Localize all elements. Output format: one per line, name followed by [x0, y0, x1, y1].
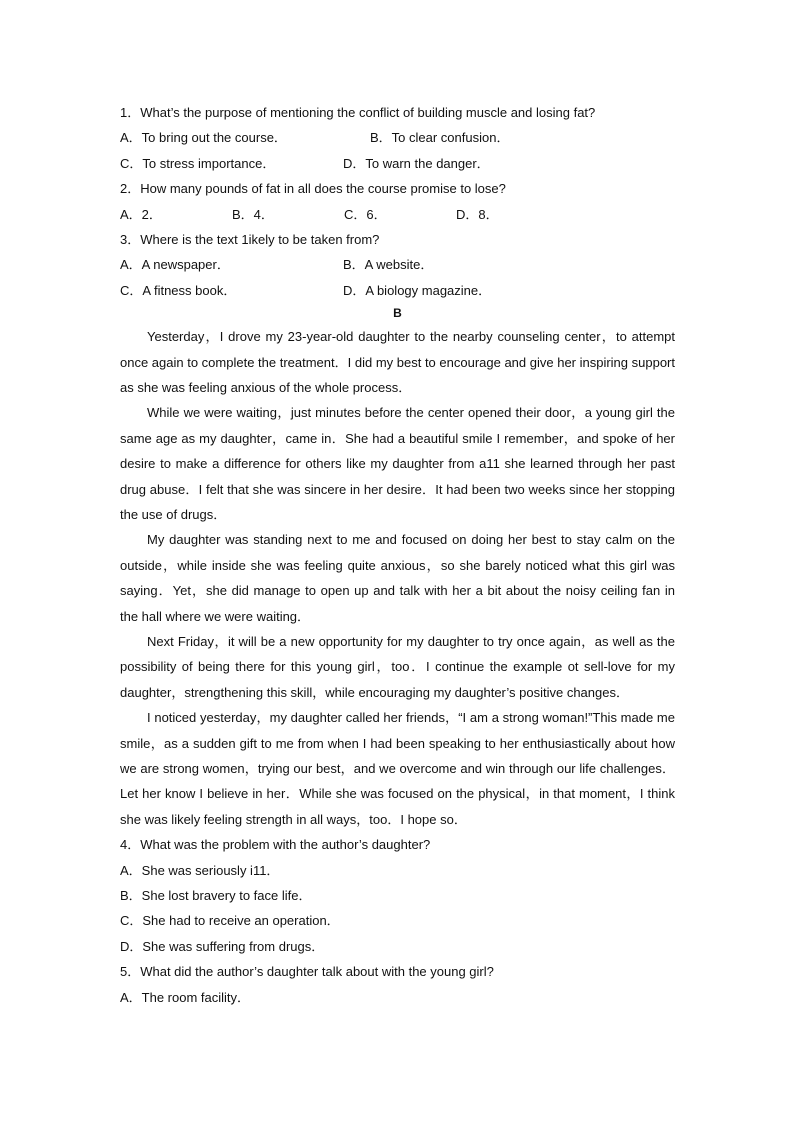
question-1-stem: 1．What’s the purpose of mentioning the conflict of building muscle and losing fat? [120, 105, 596, 120]
question-2-option-a: A．2． [120, 206, 162, 222]
passage-paragraph: My daughter was standing next to me and focused on doing her best to stay calm on the outside，while inside she was feeling quite anxious，so she barely noticed what this girl was saying．Yet，she did manage to open up and talk with her a bit about the noisy ceiling fan in the hall where we were waiting． [120, 532, 675, 624]
passage-paragraph: I noticed yesterday，my daughter called her friends，“I am a strong woman!”This made me smile，as a sudden gift to me from when I had been speaking to her enthusiastically about how we are strong women，trying our best，and we overcome and win through our life challenges．Let her know I believe in her．While she was focused on the physical，in that moment，I think she was likely feeling strength in all ways，too．I hope so． [120, 710, 675, 827]
question-4-option-c: C．She had to receive an operation． [120, 913, 340, 929]
question-5-option-a: A．The room facility． [120, 989, 251, 1005]
question-1-options-row-2 [120, 151, 675, 176]
question-4-stem: 4．What was the problem with the author’s daughter? [120, 837, 431, 853]
question-4-option-a: A．She was seriously i11． [120, 862, 280, 878]
question-3-options-row-2 [120, 278, 675, 303]
question-3-options-row-1 [120, 252, 675, 277]
question-1-option-c: C．To stress importance． [120, 155, 276, 171]
question-3-option-d: D．A biology magazine． [343, 282, 492, 298]
question-4-option-b: B．She lost bravery to face life． [120, 888, 312, 904]
question-5-stem: 5．What did the author’s daughter talk about with the young girl? [120, 964, 494, 980]
passage-paragraph: While we were waiting，just minutes before the center opened their door，a young girl the same age as my daughter，came in．She had a beautiful smile I remember，and spoke of her desire to make a difference for others like my daughter from a11 she learned through her past drug abuse．I felt that she was sincere in her desire．It had been two weeks since her stopping the use of drugs． [120, 405, 675, 522]
question-2-option-c: C．6． [344, 206, 387, 222]
question-2-stem: 2．How many pounds of fat in all does the course promise to lose? [120, 181, 506, 197]
question-3-stem: 3．Where is the text 1ikely to be taken from? [120, 231, 380, 247]
passage [120, 324, 675, 832]
section-b-heading: B [393, 306, 402, 321]
passage-paragraph: Yesterday，I drove my 23-year-old daughter to the nearby counseling center，to attempt once again to complete the treatment．I did my best to encourage and give her inspiring support as she was feeling anxious of the whole process． [120, 329, 675, 395]
question-2-option-d: D．8． [456, 206, 499, 222]
question-1-option-b: B．To clear confusion． [370, 130, 510, 146]
question-2-options [120, 202, 675, 227]
question-3-option-a: A．A newspaper． [120, 257, 230, 273]
question-1-options-row-1 [120, 125, 675, 150]
question-2-option-b: B．4． [232, 206, 274, 222]
question-3-option-b: B．A website． [343, 257, 434, 273]
question-4-option-d: D．She was suffering from drugs． [120, 938, 325, 954]
passage-paragraph: Next Friday，it will be a new opportunity for my daughter to try once again，as well as the possibility of being there for this young girl，too．I continue the example ot sell-love for my daughter，strengthening this skill，while encouraging my daughter’s positive changes． [120, 634, 675, 700]
page-content [120, 100, 675, 1010]
question-1-option-d: D．To warn the danger． [343, 155, 490, 171]
question-1-option-a: A．To bring out the course． [120, 130, 287, 146]
question-3-option-c: C．A fitness book． [120, 282, 237, 298]
